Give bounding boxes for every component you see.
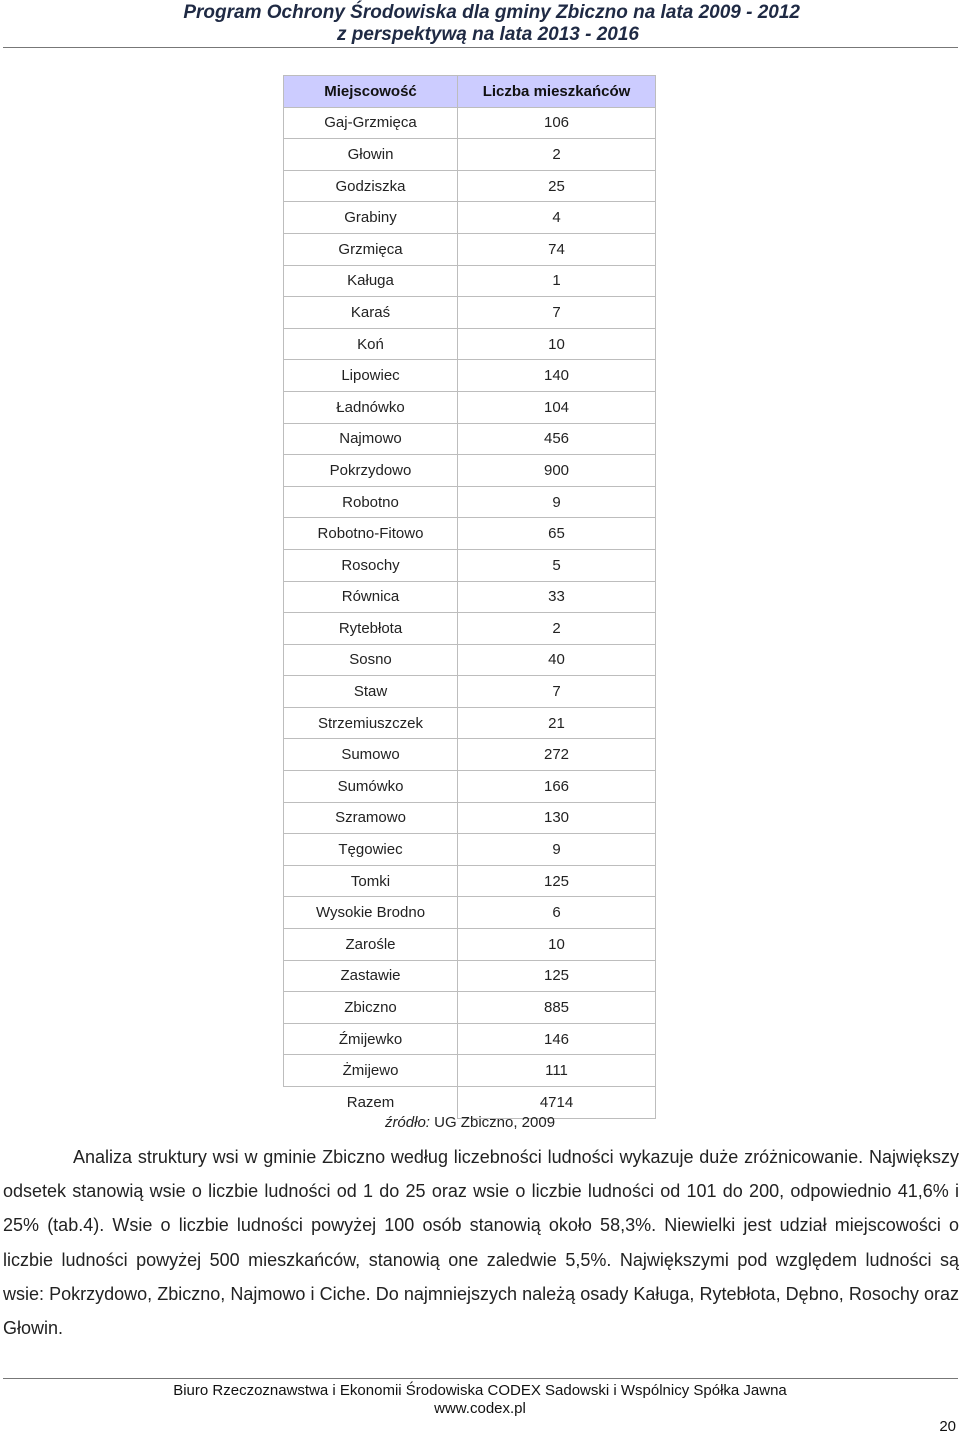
locality-cell: Kaługa: [284, 265, 458, 297]
locality-cell: Grabiny: [284, 202, 458, 234]
locality-cell: Żmijewo: [284, 1055, 458, 1087]
footer-website: www.codex.pl: [434, 1400, 526, 1417]
locality-cell: Robotno: [284, 486, 458, 518]
document-footer: [0, 1382, 960, 1418]
table-body: [284, 107, 656, 1118]
residents-cell: 125: [458, 960, 656, 992]
locality-cell: Zbiczno: [284, 992, 458, 1024]
locality-cell: Karaś: [284, 297, 458, 329]
locality-cell: Tomki: [284, 865, 458, 897]
table-row: [284, 265, 656, 297]
header-title-line1: Program Ochrony Środowiska dla gminy Zbiczno na lata 2009 - 2012: [183, 2, 800, 23]
residents-cell: 65: [458, 518, 656, 550]
table-row: [284, 613, 656, 645]
table-row: [284, 391, 656, 423]
table-row: [284, 960, 656, 992]
table-row: [284, 644, 656, 676]
table-row: [284, 233, 656, 265]
locality-cell: Najmowo: [284, 423, 458, 455]
residents-cell: 900: [458, 455, 656, 487]
source-text: UG Zbiczno, 2009: [434, 1114, 556, 1131]
residents-cell: 74: [458, 233, 656, 265]
residents-cell: 6: [458, 897, 656, 929]
paragraph-text: Analiza struktury wsi w gminie Zbiczno według liczebności ludności wykazuje duże zróżnicowanie. Największy odsetek stanowią wsie o liczbie ludności od 1 do 25 oraz wsie o liczbie ludności od 101 do 200, odpowiednio 41,6% i 25% (tab.4). Wsie o liczbie ludności powyżej 100 osób stanowią około 58,3%. Niewielki jest udział miejscowości o liczbie ludności powyżej 500 mieszkańców, stanowią one zaledwie 5,5%. Największymi pod względem ludności są wsie: Pokrzydowo, Zbiczno, Najmowo i Ciche. Do najmniejszych należą osady Kaługa, Rytebłota, Dębno, Rosochy oraz Głowin.: [3, 1147, 959, 1339]
table-row: [284, 992, 656, 1024]
residents-cell: 456: [458, 423, 656, 455]
residents-cell: 166: [458, 771, 656, 803]
locality-cell: Zarośle: [284, 929, 458, 961]
residents-cell: 7: [458, 297, 656, 329]
table-row: [284, 802, 656, 834]
residents-cell: 146: [458, 1023, 656, 1055]
locality-cell: Staw: [284, 676, 458, 708]
residents-cell: 9: [458, 486, 656, 518]
locality-cell: Wysokie Brodno: [284, 897, 458, 929]
residents-cell: 33: [458, 581, 656, 613]
locality-cell: Równica: [284, 581, 458, 613]
page-number: 20: [939, 1418, 956, 1432]
residents-cell: 140: [458, 360, 656, 392]
locality-cell: Gaj-Grzmięca: [284, 107, 458, 139]
table-row: [284, 202, 656, 234]
locality-cell: Rosochy: [284, 549, 458, 581]
table-row: [284, 929, 656, 961]
population-table: [283, 75, 656, 1119]
table-row: [284, 549, 656, 581]
residents-cell: 10: [458, 929, 656, 961]
locality-cell: Godziszka: [284, 170, 458, 202]
locality-cell: Robotno-Fitowo: [284, 518, 458, 550]
residents-cell: 9: [458, 834, 656, 866]
table-row: [284, 581, 656, 613]
residents-cell: 106: [458, 107, 656, 139]
table-row: [284, 834, 656, 866]
residents-cell: 21: [458, 707, 656, 739]
residents-cell: 2: [458, 613, 656, 645]
table-row: [284, 739, 656, 771]
locality-cell: Sumowo: [284, 739, 458, 771]
locality-cell: Pokrzydowo: [284, 455, 458, 487]
table-row: [284, 771, 656, 803]
locality-cell: Źmijewko: [284, 1023, 458, 1055]
table-row: [284, 455, 656, 487]
locality-cell: Strzemiuszczek: [284, 707, 458, 739]
total-label-cell: Razem: [284, 1087, 458, 1119]
column-header-residents: Liczba mieszkańców: [458, 76, 656, 108]
residents-cell: 10: [458, 328, 656, 360]
table-row: [284, 1023, 656, 1055]
table-row: [284, 297, 656, 329]
residents-cell: 40: [458, 644, 656, 676]
table-row: [284, 518, 656, 550]
header-divider: [3, 47, 958, 48]
table-source-note: [283, 1114, 657, 1131]
table-row: [284, 139, 656, 171]
table-row: [284, 1055, 656, 1087]
residents-cell: 111: [458, 1055, 656, 1087]
table-row: [284, 707, 656, 739]
locality-cell: Zastawie: [284, 960, 458, 992]
table-header-row: [284, 76, 656, 108]
table-row: [284, 107, 656, 139]
table-row: [284, 170, 656, 202]
table-row: [284, 486, 656, 518]
column-header-locality: Miejscowość: [284, 76, 458, 108]
document-header: [0, 2, 800, 46]
locality-cell: Ładnówko: [284, 391, 458, 423]
locality-cell: Głowin: [284, 139, 458, 171]
residents-cell: 1: [458, 265, 656, 297]
table-row: [284, 865, 656, 897]
locality-cell: Sosno: [284, 644, 458, 676]
residents-cell: 885: [458, 992, 656, 1024]
locality-cell: Szramowo: [284, 802, 458, 834]
locality-cell: Rytebłota: [284, 613, 458, 645]
table-row: [284, 676, 656, 708]
residents-cell: 2: [458, 139, 656, 171]
header-title-line2: z perspektywą na lata 2013 - 2016: [336, 24, 639, 45]
total-value-cell: 4714: [458, 1087, 656, 1119]
residents-cell: 5: [458, 549, 656, 581]
footer-company: Biuro Rzeczoznawstwa i Ekonomii Środowiska CODEX Sadowski i Wspólnicy Spółka Jawna: [173, 1382, 787, 1399]
residents-cell: 104: [458, 391, 656, 423]
locality-cell: Koń: [284, 328, 458, 360]
table-row: [284, 328, 656, 360]
residents-cell: 7: [458, 676, 656, 708]
residents-cell: 272: [458, 739, 656, 771]
locality-cell: Lipowiec: [284, 360, 458, 392]
table-row: [284, 423, 656, 455]
locality-cell: Sumówko: [284, 771, 458, 803]
locality-cell: Grzmięca: [284, 233, 458, 265]
locality-cell: Tęgowiec: [284, 834, 458, 866]
table-row: [284, 897, 656, 929]
residents-cell: 25: [458, 170, 656, 202]
residents-cell: 125: [458, 865, 656, 897]
analysis-paragraph: [3, 1140, 959, 1345]
footer-divider: [3, 1378, 958, 1379]
residents-cell: 4: [458, 202, 656, 234]
source-label: źródło:: [384, 1114, 430, 1131]
residents-cell: 130: [458, 802, 656, 834]
table-row: [284, 360, 656, 392]
